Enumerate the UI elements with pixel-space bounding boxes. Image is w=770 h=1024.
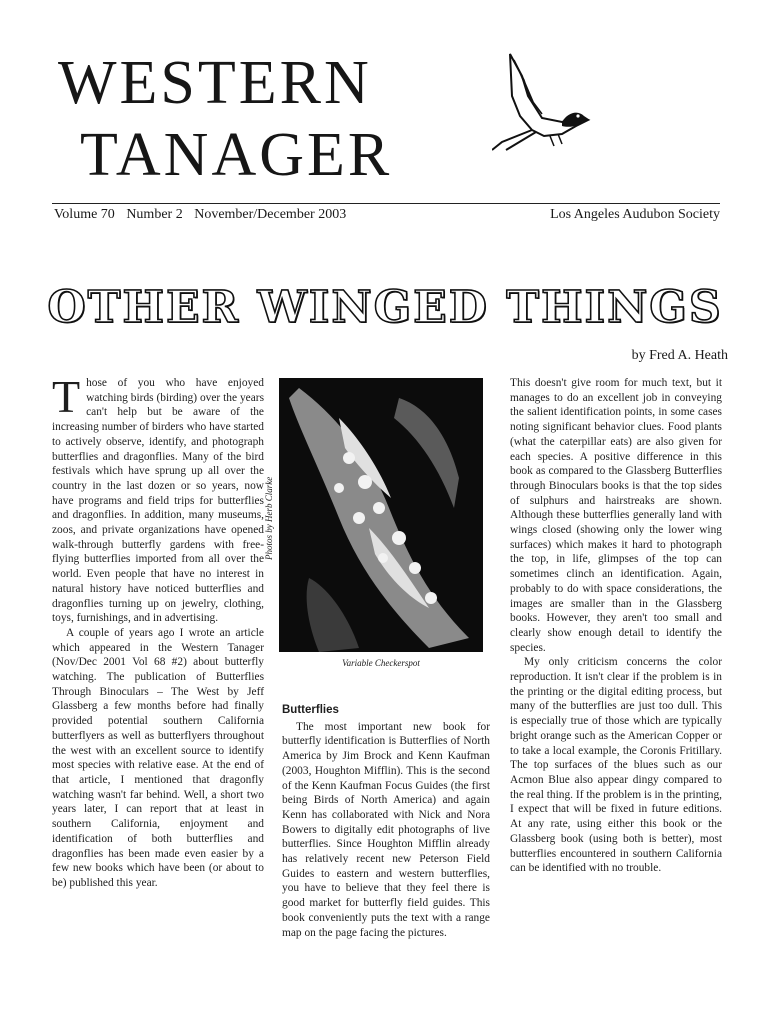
masthead-title-line2: TANAGER: [80, 121, 393, 189]
photo-credit: Photos by Herb Clarke: [264, 476, 274, 560]
paragraph: [52, 371, 264, 626]
paragraph: My only criticism concerns the color reproduction. It isn't clear if the problem is in the printing or the digital editing process, but many of the butterflies are just too dull. This is especially true of those which are typically bright orange such as the American Copper or to take a local example, the Coronis Fritillary. The top surfaces of the blues such as our Acmon Blue also appear dingy compared to the real thing. If the problem is in the printing, I expect that will be fixed in future editions. At any rate, using either this book or the Glassberg book (using both is better), most butterflies encountered in southern California can be identified with no trouble.: [510, 656, 722, 875]
butterfly-image: [279, 378, 483, 652]
tanager-bird-icon: [492, 46, 592, 156]
paragraph-text: hose of you who have enjoyed watching birds (birding) over the years can't help but be aware of the increasing number of birders who have started to actively observe, identify, and photograph butterflies and dragonflies. Many of the bird festivals which have sprung up all over the country in the last dozen or so years, now have programs and field trips for butterflies and dragonflies. In addition, many museums, zoos, and private organizations have opened walk-through butterfly gardens with free-flying butterflies imported from all over the world. Even people that have no interest in natural history have noticed butterflies and dragonflies turning up on jewelry, clothing, toys, furnishings, and in advertising.: [52, 377, 264, 625]
column-1: [52, 371, 264, 891]
issue-date: November/December 2003: [194, 207, 347, 222]
butterfly-photo: [279, 378, 483, 652]
issue-info: [54, 206, 354, 224]
drop-cap: T: [52, 371, 81, 422]
masthead: [52, 42, 722, 212]
issue-bar: [52, 203, 720, 224]
paragraph: This doesn't give room for much text, but it manages to do an excellent job in conveying the salient identification points, in some cases noting significant behavior clues. Food plants (what the caterpillar eats) are also given for each species. A positive difference in this book as compared to the Glassberg Butterflies through Binoculars books is that the top sides of sulphurs and hairstreaks are shown. Although these butterflies generally land with wings closed (showing only the lower wing surfaces) which makes it hard to photograph the top, in life, glimpses of the top can sometimes clinch an identification. Again, probably to do with space considerations, the images are smaller than in the Glassberg books. However, they aren't too small and clearly show enough detail to identify the species.: [510, 377, 722, 654]
issue-number: Number 2: [126, 207, 183, 222]
masthead-title-line1: WESTERN: [58, 49, 372, 117]
photo-caption: Variable Checkerspot: [342, 658, 420, 668]
issue-volume: Volume 70: [54, 207, 115, 222]
section-subhead: Butterflies: [282, 704, 339, 716]
paragraph: A couple of years ago I wrote an article which appeared in the Western Tanager (Nov/Dec 2001 Vol 68 #2) about butterfly watching. The publication of Butterflies Through Binoculars – The West by Jeff Glassberg a few months before had finally provided potential southern California butterflyers as well as butterflyers throughout the west with an excellent source to identify most species with relative ease. At the end of that article, I mentioned that dragonfly watching wasn't far behind. Well, a short two years later, I can report that at least in southern California, enjoyment and identification of both butterflies and dragonflies has been made even easier by a few new books which have been (or about to be) published this year.: [52, 626, 264, 889]
article-byline: by Fred A. Heath: [631, 348, 728, 363]
column-3: [510, 376, 722, 876]
column-2: [282, 703, 490, 940]
issue-publisher: Los Angeles Audubon Society: [550, 207, 720, 222]
paragraph: The most important new book for butterfly identification is Butterflies of North America by Jim Brock and Kenn Kaufman (2003, Houghton Mifflin). This is the second of the Kenn Kaufman Focus Guides (the first being Birds of North America) and again Kenn has collaborated with Nick and Nora Bowers to digitally edit photographs of live butterflies. Since Houghton Mifflin already has relatively recent new Peterson Field Guides to eastern and western butterflies, you have to believe that they feel there is good market for butterfly field guides. This book conveniently puts the text with a range map on the page facing the pictures.: [282, 720, 490, 939]
article-title: OTHER WINGED THINGS: [47, 282, 723, 333]
